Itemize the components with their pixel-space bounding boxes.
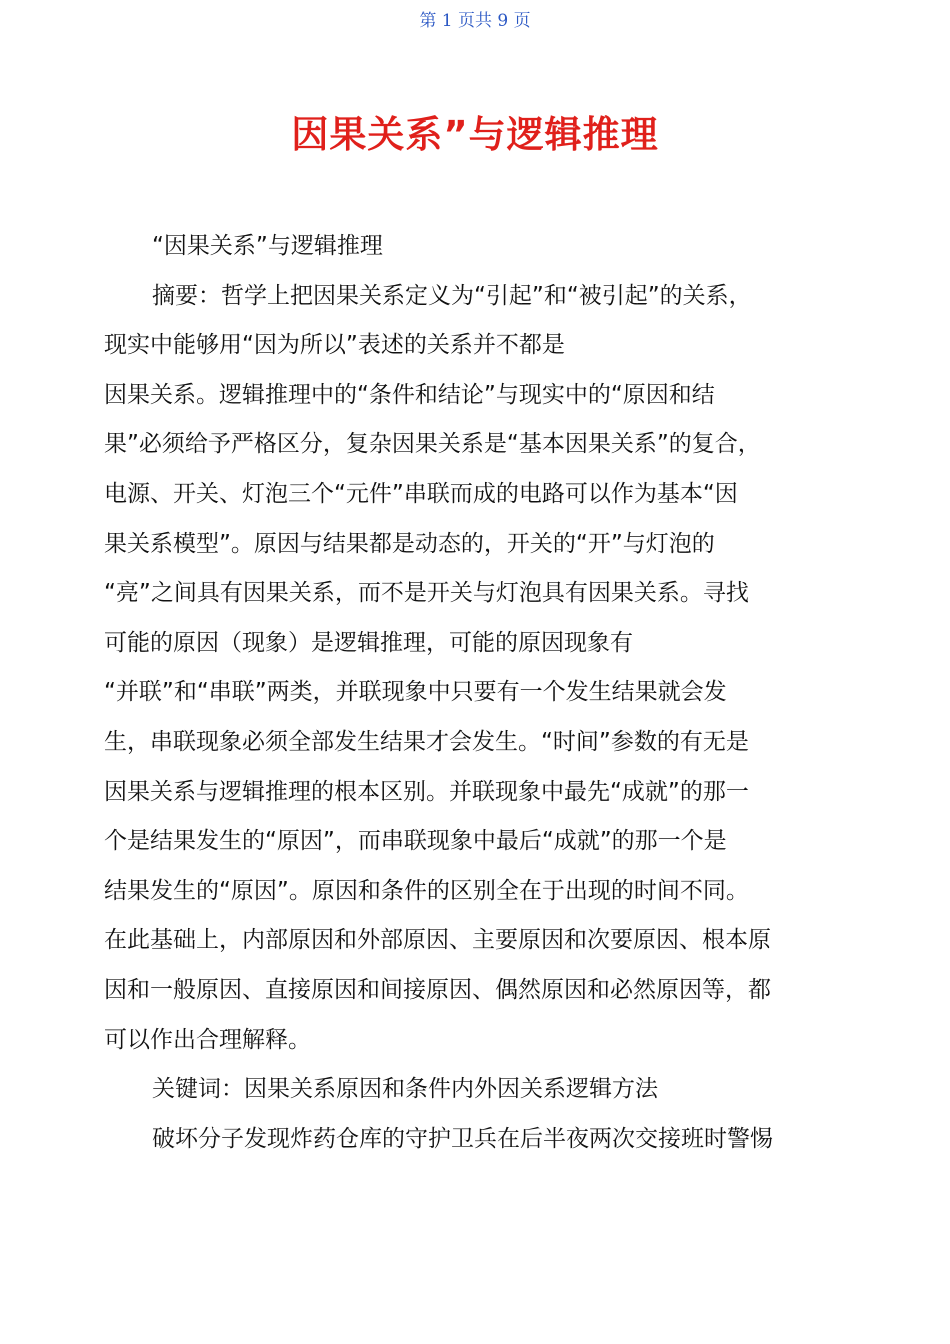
keywords-line: 关键词：因果关系原因和条件内外因关系逻辑方法 <box>152 1076 658 1103</box>
page-indicator: 第 1 页共 9 页 <box>419 11 531 31</box>
abstract-line: 生，串联现象必须全部发生结果才会发生。“时间”参数的有无是 <box>104 728 749 755</box>
abstract-line: 在此基础上，内部原因和外部原因、主要原因和次要原因、根本原 <box>104 927 771 954</box>
abstract-line: “亮”之间具有因果关系，而不是开关与灯泡具有因果关系。寻找 <box>104 580 749 607</box>
subtitle-line: “因果关系”与逻辑推理 <box>152 233 383 259</box>
body-paragraph-line: 破坏分子发现炸药仓库的守护卫兵在后半夜两次交接班时警惕 <box>152 1125 773 1152</box>
abstract-line: 因和一般原因、直接原因和间接原因、偶然原因和必然原因等，都 <box>104 976 771 1003</box>
abstract-line: 结果发生的“原因”。原因和条件的区别全在于出现的时间不同。 <box>104 877 749 904</box>
abstract-line: 摘要：哲学上把因果关系定义为“引起”和“被引起”的关系， <box>152 282 752 309</box>
abstract-line: 可以作出合理解释。 <box>104 1026 311 1053</box>
abstract-line: 现实中能够用“因为所以”表述的关系并不都是 <box>104 332 565 359</box>
abstract-line: 果关系模型”。原因与结果都是动态的，开关的“开”与灯泡的 <box>104 530 715 557</box>
document-body <box>104 222 850 1164</box>
abstract-line: 因果关系。逻辑推理中的“条件和结论”与现实中的“原因和结 <box>104 381 715 408</box>
abstract-line: 果”必须给予严格区分，复杂因果关系是“基本因果关系”的复合， <box>104 431 761 458</box>
document-title: 因果关系”与逻辑推理 <box>291 113 659 156</box>
abstract-line: “并联”和“串联”两类，并联现象中只要有一个发生结果就会发 <box>104 679 727 706</box>
abstract-line: 个是结果发生的“原因”，而串联现象中最后“成就”的那一个是 <box>104 828 727 855</box>
abstract-line: 可能的原因（现象）是逻辑推理，可能的原因现象有 <box>104 629 633 656</box>
abstract-line: 电源、开关、灯泡三个“元件”串联而成的电路可以作为基本“因 <box>104 480 738 507</box>
abstract-line: 因果关系与逻辑推理的根本区别。并联现象中最先“成就”的那一 <box>104 778 749 805</box>
